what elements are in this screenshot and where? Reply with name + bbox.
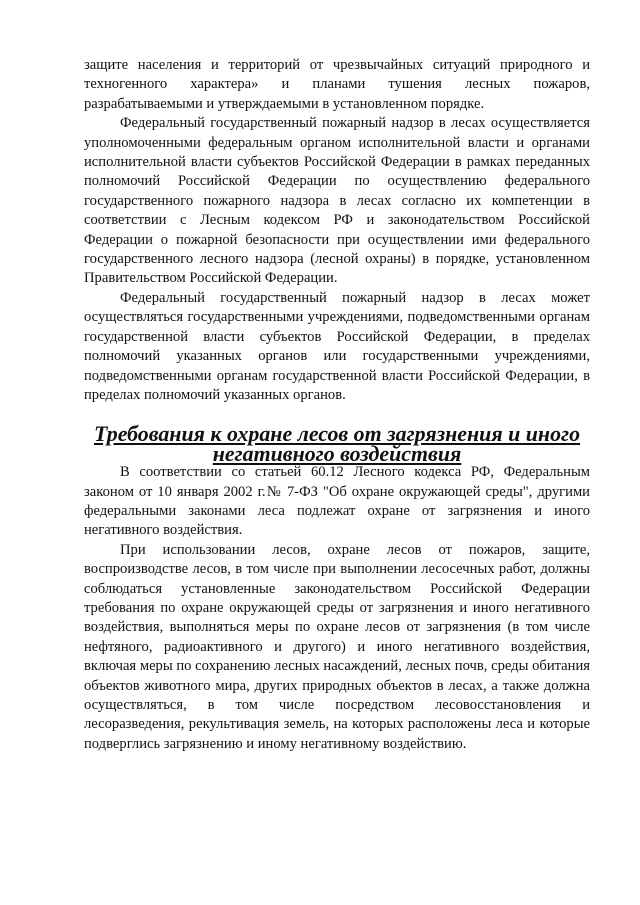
- section-heading-line-1: Требования к охране лесов от загрязнения и иного: [93, 421, 581, 447]
- paragraph-continuation: защите населения и территорий от чрезвычайных ситуаций природного и техногенного характера» и планами тушения лесных пожаров, разрабатываемыми и утверждаемыми в установленном порядке.: [84, 57, 590, 112]
- paragraph-fire-supervision: Федеральный государственный пожарный надзор в лесах осуществляется уполномоченными федеральным органом исполнительной власти и органами исполнительной власти субъектов Российской Федерации в рамках переданных полномочий Российской Федерации по осуществлению федерального государственного пожарного надзора в лесах согласно их компетенции в соответствии с Лесным кодексом РФ и законодательством Российской Федерации о пожарной безопасности при осуществлении ими федерального государственного лесного надзора (лесной охраны) в порядке, установленном Правительством Российской Федерации.: [84, 115, 590, 287]
- section-heading-line-2: негативного воздействия: [212, 440, 462, 466]
- section-heading: [84, 421, 590, 466]
- document-page: [84, 56, 590, 754]
- paragraph-legal-basis: В соответствии со статьей 60.12 Лесного кодекса РФ, Федеральным законом от 10 января 2002 г.№ 7-ФЗ "Об охране окружающей среды", другими федеральными законами леса подлежат охране от загрязнения и иного негативного воздействия.: [84, 464, 590, 539]
- paragraph-protection-requirements: При использовании лесов, охране лесов от пожаров, защите, воспроизводстве лесов, в том числе при выполнении лесосечных работ, должны соблюдаться установленные законодательством Российской Федерации требования по охране окружающей среды от загрязнения и иного негативного воздействия, выполняться меры по охране лесов от загрязнения (в том числе нефтяного, радиоактивного и другого) и иного негативного воздействия, включая меры по сохранению лесных насаждений, лесных почв, среды обитания объектов животного мира, других природных объектов в лесах, а также должна осуществляться, в том числе посредством лесовосстановления и лесоразведения, рекультивация земель, на которых расположены леса и которые подверглись загрязнению и иному негативному воздействию.: [84, 541, 590, 752]
- paragraph-fire-supervision-institutions: Федеральный государственный пожарный надзор в лесах может осуществляться государственными учреждениями, подведомственными органам государственной власти субъектов Российской Федерации, в пределах полномочий указанных органов или государственными учреждениями, подведомственными органам государственной власти Российской Федерации, в пределах полномочий указанных органов.: [84, 289, 590, 403]
